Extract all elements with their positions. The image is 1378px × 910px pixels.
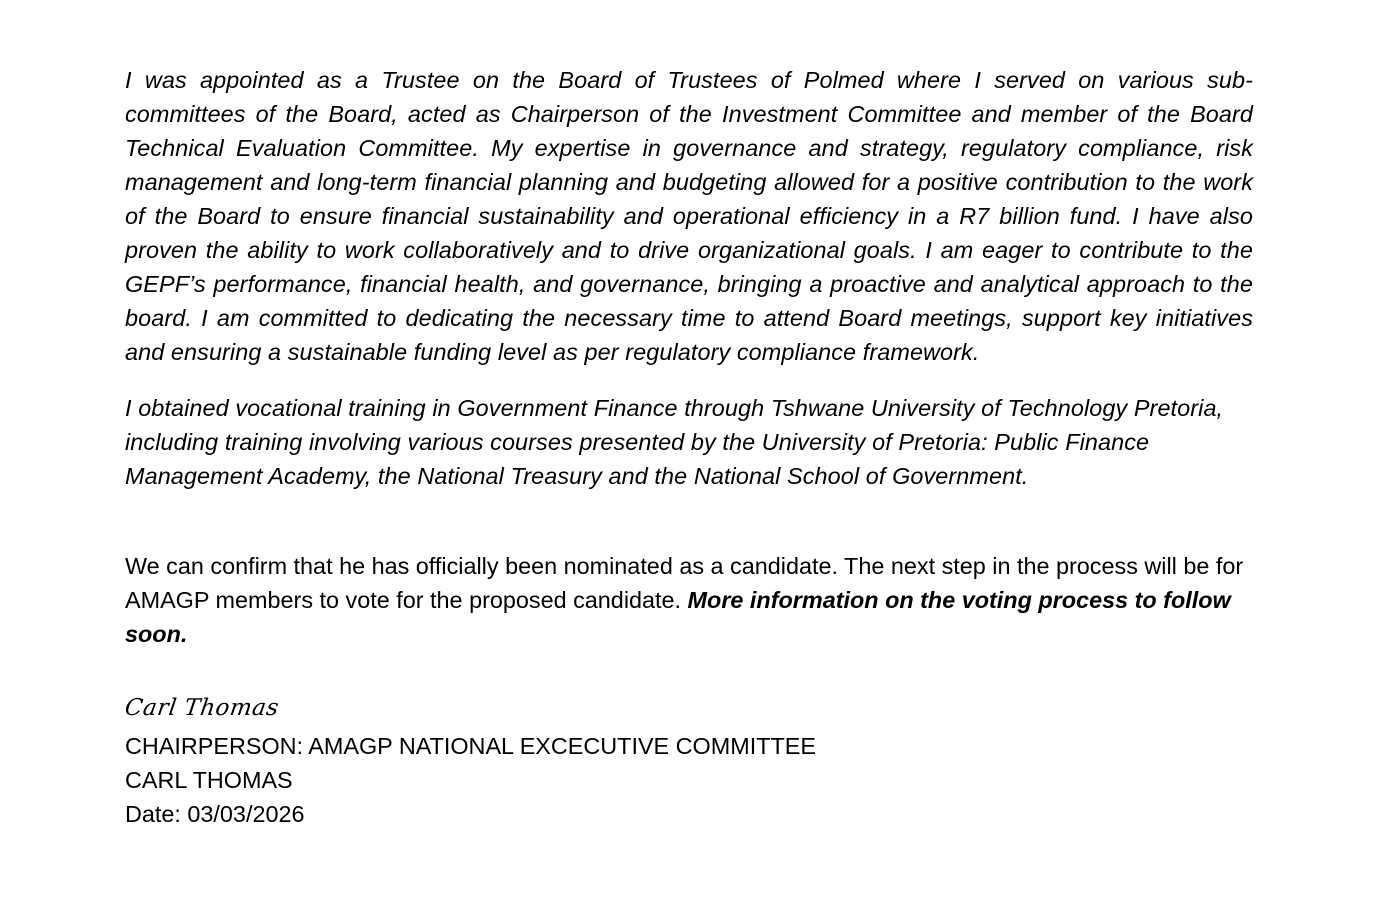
handwritten-signature: Carl Thomas: [123, 695, 281, 721]
signature-block: [125, 729, 1253, 831]
signatory-name: CARL THOMAS: [125, 767, 293, 793]
nomination-confirmation: [125, 549, 1253, 651]
trustee-experience-paragraph: I was appointed as a Trustee on the Board of Trustees of Polmed where I served on various sub-committees of the Board, acted as Chairperson of the Investment Committee and member of the Board Technical Evaluation Committee. My expertise in governance and strategy, regulatory compliance, risk management and long-term financial planning and budgeting allowed for a positive contribution to the work of the Board to ensure financial sustainability and operational efficiency in a R7 billion fund. I have also proven the ability to work collaboratively and to drive organizational goals. I am eager to contribute to the GEPF’s performance, financial health, and governance, bringing a proactive and analytical approach to the board. I am committed to dedicating the necessary time to attend Board meetings, support key initiatives and ensuring a sustainable funding level as per regulatory compliance framework.: [125, 67, 1253, 365]
confirmation-text: We can confirm that he has officially been nominated as a candidate. The next step in the process will be for AMAGP members to vote for the proposed candidate.: [125, 553, 1244, 613]
document-page: [125, 63, 1253, 831]
training-paragraph: I obtained vocational training in Government Finance through Tshwane University of Technology Pretoria, including training involving various courses presented by the University of Pretoria: Public Finance Management Academy, the National Treasury and the National School of Government.: [125, 395, 1224, 489]
voting-process-note: More information on the voting process to follow soon.: [125, 587, 1231, 647]
signatory-title: CHAIRPERSON: AMAGP NATIONAL EXCECUTIVE COMMITTEE: [125, 733, 816, 759]
signature-date: Date: 03/03/2026: [125, 801, 305, 827]
